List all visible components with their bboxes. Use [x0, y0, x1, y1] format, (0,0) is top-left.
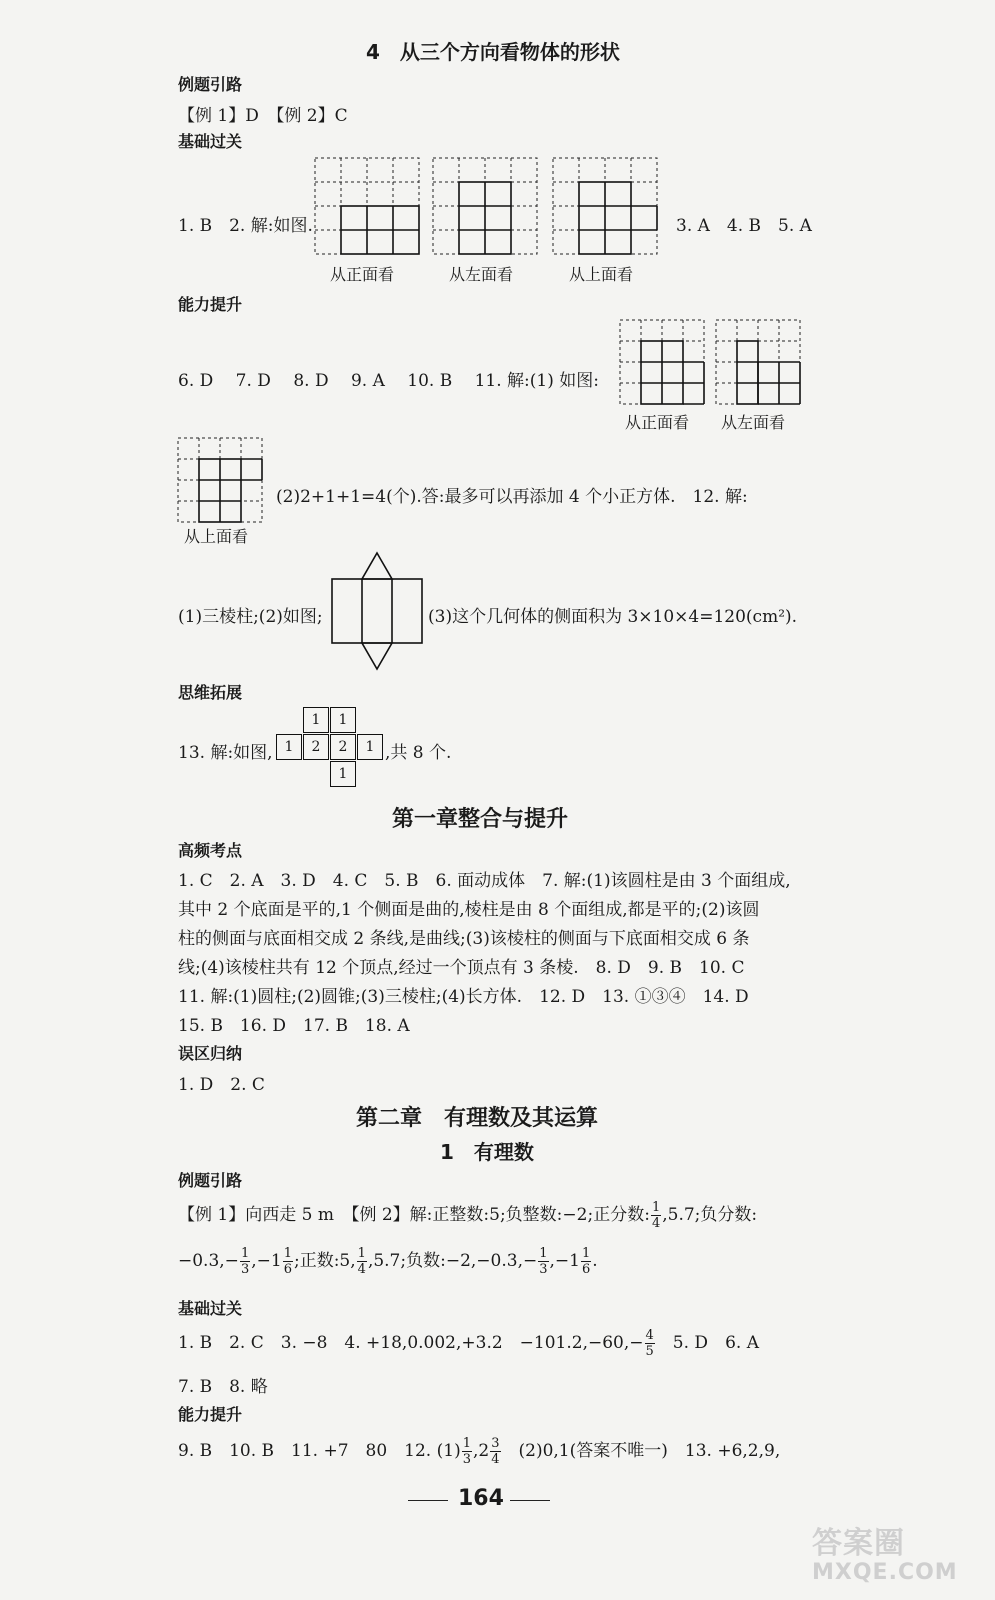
heading-mistakes: 误区归纳	[178, 1044, 243, 1063]
examples-line-1	[178, 1200, 757, 1231]
numerator: 1	[357, 1246, 366, 1261]
grid13-cell: 1	[330, 761, 356, 787]
review-line: 1. C 2. A 3. D 4. C 5. B 6. 面动成体 7. 解:(1)该圆柱是由 3 个面组成,	[178, 871, 791, 891]
numerator: 1	[240, 1246, 250, 1261]
heading-ability: 能力提升	[178, 295, 243, 314]
basic-answers-pre: 1. B 2. 解:如图.	[178, 216, 313, 236]
numerator: 1	[283, 1246, 292, 1261]
fraction	[462, 1436, 472, 1467]
fraction	[538, 1246, 548, 1277]
heading-frequent: 高频考点	[178, 841, 243, 860]
text-run: 5. D 6. A	[655, 1333, 759, 1353]
text-run: ,−1	[251, 1251, 282, 1271]
view-grid-front	[315, 158, 425, 256]
numerator: 1	[539, 1246, 548, 1261]
basic2-line-2: 7. B 8. 略	[178, 1377, 268, 1397]
fraction	[581, 1246, 591, 1277]
review-line: 11. 解:(1)圆柱;(2)圆锥;(3)三棱柱;(4)长方体. 12. D 13. ①③④ 14. D	[178, 987, 749, 1007]
prism-net-figure	[330, 552, 424, 672]
answer-11-2: (2)2+1+1=4(个).答:最多可以再添加 4 个小正方体. 12. 解:	[276, 487, 748, 507]
heading-basic: 基础过关	[178, 132, 243, 151]
text-run: 1. B 2. C 3. −8 4. +18,0.002,+3.2 −101.2,−60,−	[178, 1333, 644, 1353]
caption-front: 从正面看	[330, 265, 395, 284]
grid13-cell: 1	[303, 707, 329, 733]
text-run: ,2	[472, 1441, 490, 1461]
view-grid-top-11	[178, 438, 266, 524]
numerator: 1	[581, 1246, 591, 1261]
heading-examples-2: 例题引路	[178, 1171, 243, 1190]
page-rule-right	[510, 1500, 550, 1501]
answer-12-a: (1)三棱柱;(2)如图;	[178, 607, 323, 627]
denominator: 6	[283, 1262, 292, 1277]
review-line: 柱的侧面与底面相交成 2 条线,是曲线;(3)该棱柱的侧面与下底面相交成 6 条	[178, 929, 750, 949]
ability2-line	[178, 1436, 780, 1467]
heading-examples: 例题引路	[178, 75, 243, 94]
fraction	[645, 1328, 655, 1359]
grid13-cell: 1	[276, 734, 302, 760]
chapter1-review-title: 第一章整合与提升	[392, 806, 569, 832]
denominator: 3	[539, 1262, 548, 1277]
text-run: −0.3,−	[178, 1251, 239, 1271]
heading-basic-2: 基础过关	[178, 1299, 243, 1318]
numerator: 1	[651, 1200, 661, 1215]
page-rule-left	[408, 1500, 448, 1501]
grid13-cell: 2	[303, 734, 329, 760]
heading-thinking: 思维拓展	[178, 683, 243, 702]
text-run: (2)0,1(答案不唯一) 13. +6,2,9,	[501, 1441, 781, 1461]
text-run: 【例 1】向西走 5 m 【例 2】解:正整数:5;负整数:−2;正分数:	[178, 1205, 650, 1225]
view-grid-left	[433, 158, 543, 256]
answer-12-b: (3)这个几何体的侧面积为 3×10×4=120(cm²).	[428, 607, 798, 627]
watermark-url: MXQE.COM	[812, 1560, 958, 1585]
mistakes-answers: 1. D 2. C	[178, 1075, 265, 1095]
text-run: ,5.7;负分数:	[662, 1205, 758, 1225]
heading-ability-2: 能力提升	[178, 1405, 243, 1424]
denominator: 4	[357, 1262, 366, 1277]
text-run: .	[592, 1251, 598, 1271]
fraction	[357, 1246, 367, 1277]
denominator: 5	[645, 1344, 654, 1359]
view-grid-left-11	[716, 320, 802, 406]
page-number: 164	[458, 1486, 504, 1511]
numerator: 4	[645, 1328, 654, 1343]
denominator: 4	[491, 1452, 500, 1467]
grid13-cell: 1	[330, 707, 356, 733]
fraction	[490, 1436, 500, 1467]
text-run: ,−1	[549, 1251, 580, 1271]
chapter2-title: 第二章 有理数及其运算	[356, 1105, 599, 1131]
chapter2-subtitle: 1 有理数	[440, 1140, 534, 1164]
review-line: 线;(4)该棱柱共有 12 个顶点,经过一个顶点有 3 条棱. 8. D 9. B 10. C	[178, 958, 745, 978]
section-title: 4 从三个方向看物体的形状	[366, 40, 620, 64]
text-run: ;正数:5,	[293, 1251, 356, 1271]
review-line: 其中 2 个底面是平的,1 个侧面是曲的,棱柱是由 8 个面组成,都是平的;(2)该圆	[178, 900, 760, 920]
denominator: 6	[581, 1262, 591, 1277]
grid13-cell: 2	[330, 734, 356, 760]
answer-13-post: ,共 8 个.	[385, 743, 452, 763]
denominator: 3	[240, 1262, 250, 1277]
caption-front-11: 从正面看	[625, 413, 690, 432]
ability-answers: 6. D 7. D 8. D 9. A 10. B 11. 解:(1) 如图:	[178, 371, 599, 391]
watermark-logo: 答案圈	[812, 1526, 905, 1561]
answer-13-pre: 13. 解:如图,	[178, 743, 273, 763]
fraction	[283, 1246, 293, 1277]
caption-left: 从左面看	[449, 265, 514, 284]
view-grid-top	[553, 158, 663, 256]
view-grid-front-11	[620, 320, 706, 406]
denominator: 3	[462, 1452, 471, 1467]
basic2-line-1	[178, 1328, 759, 1359]
text-run: ,5.7;负数:−2,−0.3,−	[367, 1251, 538, 1271]
numerator: 3	[491, 1436, 500, 1451]
basic-answers-post: 3. A 4. B 5. A	[676, 216, 812, 236]
caption-top-11: 从上面看	[184, 527, 249, 546]
examples-line-2	[178, 1246, 598, 1277]
numerator: 1	[462, 1436, 471, 1451]
caption-left-11: 从左面看	[721, 413, 786, 432]
grid13-cell: 1	[357, 734, 383, 760]
review-line: 15. B 16. D 17. B 18. A	[178, 1016, 410, 1036]
fraction	[240, 1246, 250, 1277]
text-run: 9. B 10. B 11. +7 80 12. (1)	[178, 1441, 461, 1461]
caption-top: 从上面看	[569, 265, 634, 284]
denominator: 4	[651, 1216, 661, 1231]
examples-answers: 【例 1】D 【例 2】C	[178, 106, 348, 126]
fraction	[651, 1200, 661, 1231]
